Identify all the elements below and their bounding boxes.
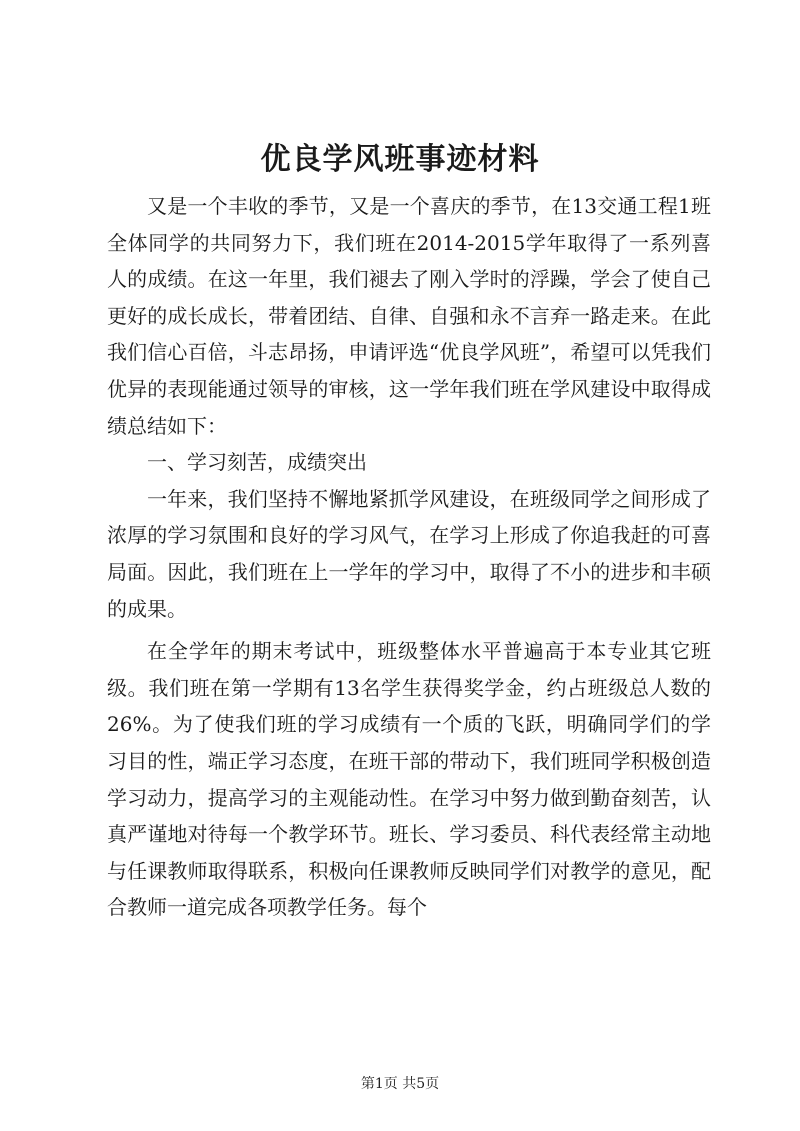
section-heading-1: 一、学习刻苦，成绩突出 [147, 450, 367, 475]
document-body [107, 188, 711, 926]
page-footer: 第1页 共5页 [360, 1076, 440, 1092]
paragraph-exam-results: 在全学年的期末考试中，班级整体水平普遍高于本专业其它班级。我们班在第一学期有13名学生获得奖学金，约占班级总人数的26%。为了使我们班的学习成绩有一个质的飞跃，明确同学们的学习目的性，端正学习态度，在班干部的带动下，我们班同学积极创造学习动力，提高学习的主观能动性。在学习中努力做到勤奋刻苦，认真严谨地对待每一个教学环节。班长、学习委员、科代表经常主动地与任课教师取得联系，积极向任课教师反映同学们对教学的意见，配合教师一道完成各项教学任务。每个 [107, 639, 711, 920]
document-title: 优良学风班事迹材料 [260, 142, 540, 177]
paragraph-intro: 又是一个丰收的季节，又是一个喜庆的季节，在13交通工程1班全体同学的共同努力下，我们班在2014-2015学年取得了一系列喜人的成绩。在这一年里，我们褪去了刚入学时的浮躁，学会了使自己更好的成长成长，带着团结、自律、自强和永不言弃一路走来。在此我们信心百倍，斗志昂扬，申请评选“优良学风班”，希望可以凭我们优异的表现能通过领导的审核，这一学年我们班在学风建设中取得成绩总结如下： [107, 194, 711, 438]
paragraph-study-atmosphere: 一年来，我们坚持不懈地紧抓学风建设，在班级同学之间形成了浓厚的学习氛围和良好的学习风气，在学习上形成了你追我赶的可喜局面。因此，我们班在上一学年的学习中，取得了不小的进步和丰硕的成果。 [107, 486, 711, 621]
